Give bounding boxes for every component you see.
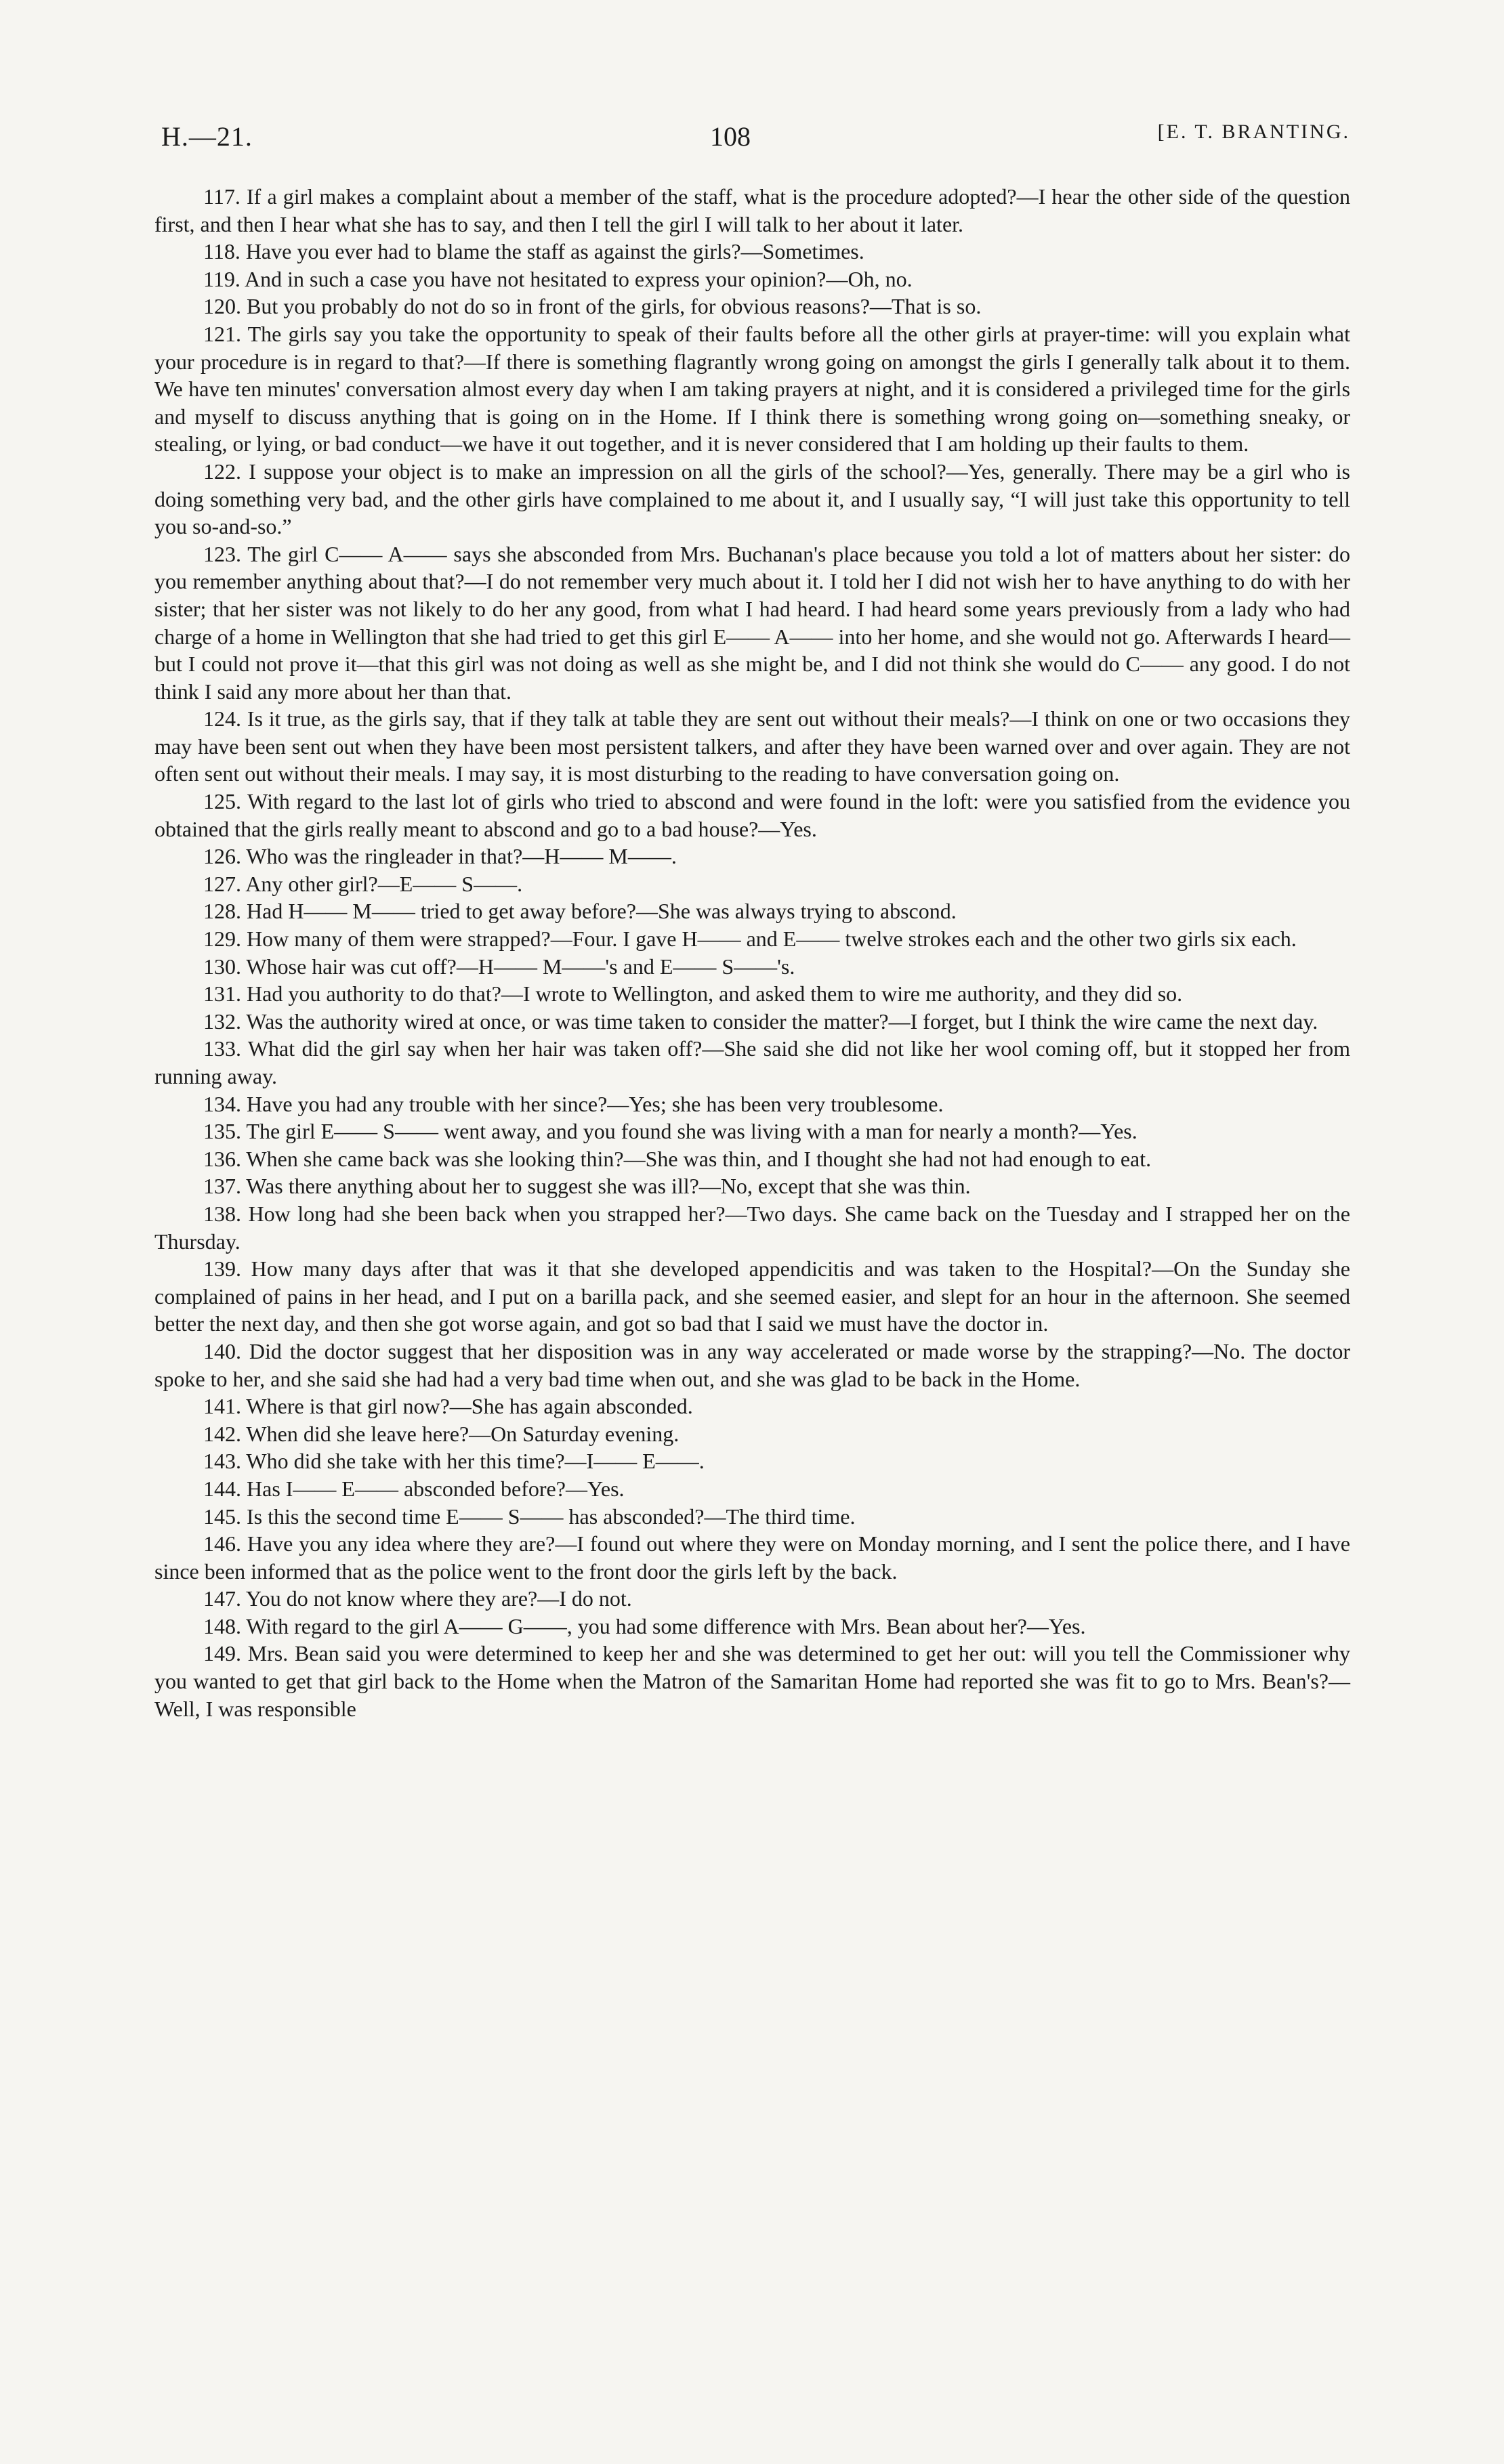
question-142: 142. When did she leave here?—On Saturday evening. — [203, 1421, 680, 1446]
question-136: 136. When she came back was she looking thin?—She was thin, and I thought she had not had enough to eat. — [203, 1146, 1152, 1171]
question-148: 148. With regard to the girl A—— G——, you had some difference with Mrs. Bean about her?—Yes. — [203, 1613, 1086, 1638]
question-123: 123. The girl C—— A—— says she absconded from Mrs. Buchanan's place because you told a lot of matters about her sister: do you remember anything about that?—I do not remember very much about it. I told her I did not wish her to have anything to do with her sister; that her sister was not likely to do her any good, from what I had heard. I had heard some years previously from a lady who had charge of a home in Wellington that she had tried to get this girl E—— A—— into her home, and she would not go. Afterwards I heard—but I could not prove it—that this girl was not doing as well as she might be, and I did not think she would do C—— any good. I do not think I said any more about her than that. — [154, 541, 1350, 704]
question-139: 139. How many days after that was it that she developed appendicitis and was taken to the Hospital?—On the Sunday she complained of pains in her head, and I put on a barilla pack, and she seemed easier, and slept for an hour in the afternoon. She seemed better the next day, and then she got worse again, and got so bad that I said we must have the doctor in. — [154, 1256, 1350, 1336]
document-page — [154, 121, 1350, 1722]
question-147: 147. You do not know where they are?—I do not. — [203, 1586, 632, 1611]
question-149: 149. Mrs. Bean said you were determined to keep her and she was determined to get her out: will you tell the Commissioner why you wanted to get that girl back to the Home when the Matron of the Samaritan Home had reported she was fit to go to Mrs. Bean's?—Well, I was responsible — [154, 1641, 1350, 1721]
question-135: 135. The girl E—— S—— went away, and you found she was living with a man for nearly a month?—Yes. — [203, 1119, 1137, 1144]
question-131: 131. Had you authority to do that?—I wrote to Wellington, and asked them to wire me authority, and they did so. — [203, 981, 1183, 1006]
question-127: 127. Any other girl?—E—— S——. — [203, 871, 523, 896]
question-126: 126. Who was the ringleader in that?—H—— M——. — [203, 844, 677, 869]
question-133: 133. What did the girl say when her hair was taken off?—She said she did not like her wool coming off, but it stopped her from running away. — [154, 1036, 1350, 1088]
question-117: 117. If a girl makes a complaint about a member of the staff, what is the procedure adopted?—I hear the other side of the question first, and then I hear what she has to say, and then I tell the girl I will talk to her about it later. — [154, 184, 1350, 236]
question-145: 145. Is this the second time E—— S—— has absconded?—The third time. — [203, 1504, 856, 1529]
question-134: 134. Have you had any trouble with her since?—Yes; she has been very troublesome. — [203, 1091, 944, 1116]
question-124: 124. Is it true, as the girls say, that if they talk at table they are sent out without their meals?—I think on one or two occasions they may have been sent out when they have been most persistent talkers, and after they have been warned over and over again. They are not often sent out without their meals. I may say, it is most disturbing to the reading to have conversation going on. — [154, 706, 1350, 786]
question-138: 138. How long had she been back when you strapped her?—Two days. She came back on the Tuesday and I strapped her on the Thursday. — [154, 1201, 1350, 1254]
paper-reference: H.—21. — [161, 121, 253, 152]
question-122: 122. I suppose your object is to make an impression on all the girls of the school?—Yes, generally. There may be a girl who is doing something very bad, and the other girls have complained to me about it, and I usually say, “I will just take this opportunity to tell you so-and-so.” — [154, 459, 1350, 539]
question-140: 140. Did the doctor suggest that her disposition was in any way accelerated or made worse by the strapping?—No. The doctor spoke to her, and she said she had had a very bad time when out, and she was glad to be back in the Home. — [154, 1338, 1350, 1391]
question-143: 143. Who did she take with her this time?—I—— E——. — [203, 1449, 705, 1474]
question-144: 144. Has I—— E—— absconded before?—Yes. — [203, 1476, 625, 1501]
question-132: 132. Was the authority wired at once, or was time taken to consider the matter?—I forget, but I think the wire came the next day. — [203, 1008, 1318, 1034]
question-146: 146. Have you any idea where they are?—I found out where they were on Monday morning, and I sent the police there, and I have since been informed that as the police went to the front door the girls left by the back. — [154, 1531, 1350, 1584]
running-head — [154, 121, 1350, 165]
question-121: 121. The girls say you take the opportunity to speak of their faults before all the other girls at prayer-time: will you explain what your procedure is in regard to that?—If there is something flagrantly wrong going on amongst the girls I generally talk about it to them. We have ten minutes' conversation almost every day when I am taking prayers at night, and it is considered a privileged time for the girls and myself to discuss anything that is going on in the Home. If I think there is something wrong going on—something sneaky, or stealing, or lying, or bad conduct—we have it out together, and it is never considered that I am holding up their faults to them. — [154, 321, 1350, 456]
question-118: 118. Have you ever had to blame the staff as against the girls?—Sometimes. — [203, 239, 864, 264]
question-125: 125. With regard to the last lot of girls who tried to abscond and were found in the loft: were you satisfied from the evidence you obtained that the girls really meant to abscond and go to a bad house?—Yes. — [154, 789, 1350, 841]
page-number: 108 — [710, 121, 751, 152]
question-120: 120. But you probably do not do so in front of the girls, for obvious reasons?—That is so. — [203, 294, 982, 319]
question-137: 137. Was there anything about her to suggest she was ill?—No, except that she was thin. — [203, 1174, 971, 1199]
question-130: 130. Whose hair was cut off?—H—— M——'s and E—— S——'s. — [203, 954, 795, 979]
question-119: 119. And in such a case you have not hesitated to express your opinion?—Oh, no. — [203, 266, 913, 291]
witness-name: [E. T. BRANTING. — [1157, 121, 1350, 143]
question-128: 128. Had H—— M—— tried to get away before?—She was always trying to abscond. — [203, 899, 957, 924]
question-141: 141. Where is that girl now?—She has again absconded. — [203, 1394, 693, 1419]
evidence-text — [154, 183, 1350, 1722]
question-129: 129. How many of them were strapped?—Four. I gave H—— and E—— twelve strokes each and the other two girls six each. — [203, 927, 1297, 952]
